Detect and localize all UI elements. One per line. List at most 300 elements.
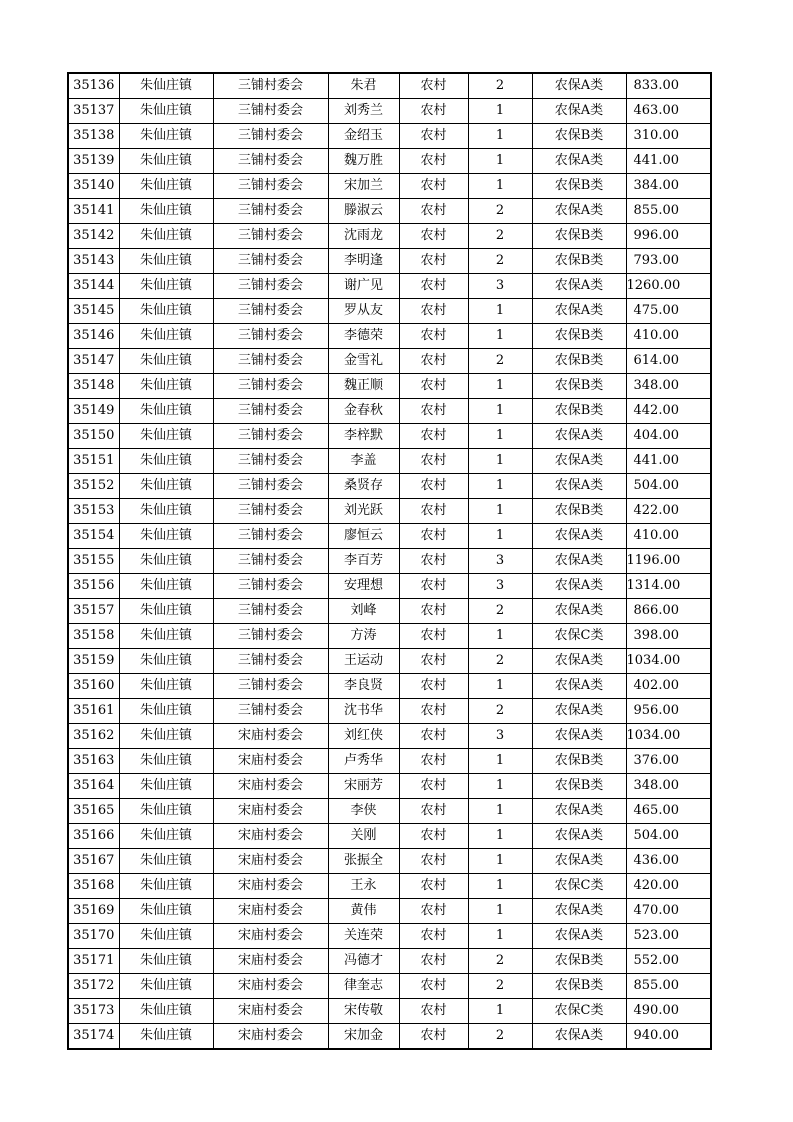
village-committee-cell: 三铺村委会: [213, 499, 328, 524]
table-body: [68, 73, 711, 1049]
name-cell: 安理想: [328, 574, 399, 599]
household-count-cell: 1: [468, 874, 532, 899]
insurance-category-cell: 农保B类: [532, 349, 626, 374]
insurance-category-cell: 农保A类: [532, 449, 626, 474]
name-cell: 魏正顺: [328, 374, 399, 399]
table-row: [68, 749, 711, 774]
insurance-category-cell: 农保A类: [532, 674, 626, 699]
village-committee-cell: 三铺村委会: [213, 624, 328, 649]
name-cell: 沈书华: [328, 699, 399, 724]
household-count-cell: 2: [468, 73, 532, 99]
data-table: [67, 72, 712, 1050]
name-cell: 罗从友: [328, 299, 399, 324]
household-count-cell: 2: [468, 974, 532, 999]
table-row: [68, 524, 711, 549]
name-cell: 黄伟: [328, 899, 399, 924]
area-type-cell: 农村: [399, 449, 468, 474]
table-row: [68, 349, 711, 374]
area-type-cell: 农村: [399, 549, 468, 574]
amount-cell: 614.00: [626, 349, 711, 374]
name-cell: 宋传敬: [328, 999, 399, 1024]
area-type-cell: 农村: [399, 474, 468, 499]
village-committee-cell: 三铺村委会: [213, 349, 328, 374]
area-type-cell: 农村: [399, 949, 468, 974]
amount-cell: 348.00: [626, 774, 711, 799]
area-type-cell: 农村: [399, 624, 468, 649]
household-count-cell: 1: [468, 849, 532, 874]
village-committee-cell: 三铺村委会: [213, 599, 328, 624]
insurance-category-cell: 农保A类: [532, 824, 626, 849]
town-cell: 朱仙庄镇: [119, 649, 213, 674]
name-cell: 宋加金: [328, 1024, 399, 1050]
name-cell: 王运动: [328, 649, 399, 674]
amount-cell: 1034.00: [626, 649, 711, 674]
town-cell: 朱仙庄镇: [119, 999, 213, 1024]
area-type-cell: 农村: [399, 73, 468, 99]
amount-cell: 956.00: [626, 699, 711, 724]
household-count-cell: 1: [468, 999, 532, 1024]
name-cell: 朱君: [328, 73, 399, 99]
name-cell: 廖恒云: [328, 524, 399, 549]
table-row: [68, 949, 711, 974]
household-count-cell: 3: [468, 549, 532, 574]
insurance-category-cell: 农保A类: [532, 99, 626, 124]
name-cell: 李盖: [328, 449, 399, 474]
table-row: [68, 624, 711, 649]
area-type-cell: 农村: [399, 799, 468, 824]
village-committee-cell: 三铺村委会: [213, 274, 328, 299]
table-row: [68, 99, 711, 124]
record-id-cell: 35136: [68, 73, 119, 99]
table-row: [68, 124, 711, 149]
village-committee-cell: 宋庙村委会: [213, 849, 328, 874]
household-count-cell: 1: [468, 424, 532, 449]
insurance-category-cell: 农保B类: [532, 374, 626, 399]
village-committee-cell: 宋庙村委会: [213, 924, 328, 949]
village-committee-cell: 三铺村委会: [213, 299, 328, 324]
record-id-cell: 35170: [68, 924, 119, 949]
village-committee-cell: 三铺村委会: [213, 174, 328, 199]
area-type-cell: 农村: [399, 424, 468, 449]
town-cell: 朱仙庄镇: [119, 674, 213, 699]
record-id-cell: 35152: [68, 474, 119, 499]
insurance-category-cell: 农保A类: [532, 799, 626, 824]
amount-cell: 504.00: [626, 474, 711, 499]
amount-cell: 348.00: [626, 374, 711, 399]
name-cell: 李明逢: [328, 249, 399, 274]
town-cell: 朱仙庄镇: [119, 149, 213, 174]
area-type-cell: 农村: [399, 374, 468, 399]
insurance-category-cell: 农保B类: [532, 174, 626, 199]
name-cell: 宋丽芳: [328, 774, 399, 799]
record-id-cell: 35165: [68, 799, 119, 824]
table-row: [68, 999, 711, 1024]
insurance-category-cell: 农保B类: [532, 324, 626, 349]
amount-cell: 404.00: [626, 424, 711, 449]
record-id-cell: 35139: [68, 149, 119, 174]
town-cell: 朱仙庄镇: [119, 599, 213, 624]
village-committee-cell: 三铺村委会: [213, 124, 328, 149]
village-committee-cell: 三铺村委会: [213, 73, 328, 99]
record-id-cell: 35143: [68, 249, 119, 274]
table-row: [68, 399, 711, 424]
amount-cell: 436.00: [626, 849, 711, 874]
amount-cell: 475.00: [626, 299, 711, 324]
insurance-category-cell: 农保A类: [532, 649, 626, 674]
amount-cell: 866.00: [626, 599, 711, 624]
name-cell: 律奎志: [328, 974, 399, 999]
amount-cell: 310.00: [626, 124, 711, 149]
amount-cell: 552.00: [626, 949, 711, 974]
town-cell: 朱仙庄镇: [119, 174, 213, 199]
record-id-cell: 35167: [68, 849, 119, 874]
amount-cell: 490.00: [626, 999, 711, 1024]
record-id-cell: 35144: [68, 274, 119, 299]
insurance-category-cell: 农保A类: [532, 199, 626, 224]
household-count-cell: 2: [468, 224, 532, 249]
table-row: [68, 724, 711, 749]
insurance-category-cell: 农保B类: [532, 774, 626, 799]
town-cell: 朱仙庄镇: [119, 549, 213, 574]
village-committee-cell: 三铺村委会: [213, 374, 328, 399]
village-committee-cell: 宋庙村委会: [213, 824, 328, 849]
record-id-cell: 35158: [68, 624, 119, 649]
table-row: [68, 774, 711, 799]
village-committee-cell: 宋庙村委会: [213, 999, 328, 1024]
household-count-cell: 1: [468, 449, 532, 474]
town-cell: 朱仙庄镇: [119, 724, 213, 749]
name-cell: 卢秀华: [328, 749, 399, 774]
insurance-category-cell: 农保B类: [532, 499, 626, 524]
household-count-cell: 3: [468, 724, 532, 749]
name-cell: 李百芳: [328, 549, 399, 574]
area-type-cell: 农村: [399, 349, 468, 374]
village-committee-cell: 宋庙村委会: [213, 724, 328, 749]
record-id-cell: 35163: [68, 749, 119, 774]
record-id-cell: 35154: [68, 524, 119, 549]
record-id-cell: 35142: [68, 224, 119, 249]
village-committee-cell: 三铺村委会: [213, 699, 328, 724]
area-type-cell: 农村: [399, 699, 468, 724]
amount-cell: 996.00: [626, 224, 711, 249]
table-row: [68, 199, 711, 224]
town-cell: 朱仙庄镇: [119, 499, 213, 524]
amount-cell: 1260.00: [626, 274, 711, 299]
table-row: [68, 73, 711, 99]
area-type-cell: 农村: [399, 299, 468, 324]
household-count-cell: 2: [468, 1024, 532, 1050]
record-id-cell: 35174: [68, 1024, 119, 1050]
village-committee-cell: 三铺村委会: [213, 449, 328, 474]
name-cell: 李梓默: [328, 424, 399, 449]
amount-cell: 1196.00: [626, 549, 711, 574]
insurance-category-cell: 农保A类: [532, 699, 626, 724]
table-row: [68, 824, 711, 849]
table-row: [68, 974, 711, 999]
record-id-cell: 35164: [68, 774, 119, 799]
area-type-cell: 农村: [399, 999, 468, 1024]
village-committee-cell: 三铺村委会: [213, 199, 328, 224]
amount-cell: 855.00: [626, 199, 711, 224]
town-cell: 朱仙庄镇: [119, 249, 213, 274]
name-cell: 李德荣: [328, 324, 399, 349]
town-cell: 朱仙庄镇: [119, 399, 213, 424]
household-count-cell: 1: [468, 899, 532, 924]
name-cell: 魏万胜: [328, 149, 399, 174]
amount-cell: 523.00: [626, 924, 711, 949]
area-type-cell: 农村: [399, 599, 468, 624]
insurance-category-cell: 农保A类: [532, 299, 626, 324]
record-id-cell: 35173: [68, 999, 119, 1024]
amount-cell: 420.00: [626, 874, 711, 899]
village-committee-cell: 宋庙村委会: [213, 899, 328, 924]
record-id-cell: 35161: [68, 699, 119, 724]
table-row: [68, 649, 711, 674]
record-id-cell: 35148: [68, 374, 119, 399]
record-id-cell: 35145: [68, 299, 119, 324]
town-cell: 朱仙庄镇: [119, 199, 213, 224]
insurance-category-cell: 农保A类: [532, 599, 626, 624]
town-cell: 朱仙庄镇: [119, 99, 213, 124]
table-row: [68, 849, 711, 874]
area-type-cell: 农村: [399, 574, 468, 599]
area-type-cell: 农村: [399, 174, 468, 199]
household-count-cell: 1: [468, 824, 532, 849]
area-type-cell: 农村: [399, 399, 468, 424]
amount-cell: 1034.00: [626, 724, 711, 749]
area-type-cell: 农村: [399, 674, 468, 699]
area-type-cell: 农村: [399, 524, 468, 549]
town-cell: 朱仙庄镇: [119, 774, 213, 799]
record-id-cell: 35159: [68, 649, 119, 674]
amount-cell: 793.00: [626, 249, 711, 274]
village-committee-cell: 宋庙村委会: [213, 799, 328, 824]
table-row: [68, 299, 711, 324]
name-cell: 金绍玉: [328, 124, 399, 149]
name-cell: 刘秀兰: [328, 99, 399, 124]
insurance-category-cell: 农保A类: [532, 574, 626, 599]
amount-cell: 1314.00: [626, 574, 711, 599]
record-id-cell: 35153: [68, 499, 119, 524]
town-cell: 朱仙庄镇: [119, 624, 213, 649]
village-committee-cell: 三铺村委会: [213, 149, 328, 174]
area-type-cell: 农村: [399, 199, 468, 224]
insurance-category-cell: 农保A类: [532, 73, 626, 99]
name-cell: 张振全: [328, 849, 399, 874]
table-row: [68, 449, 711, 474]
area-type-cell: 农村: [399, 924, 468, 949]
insurance-category-cell: 农保A类: [532, 274, 626, 299]
amount-cell: 398.00: [626, 624, 711, 649]
insurance-category-cell: 农保A类: [532, 724, 626, 749]
insurance-category-cell: 农保C类: [532, 999, 626, 1024]
area-type-cell: 农村: [399, 99, 468, 124]
name-cell: 刘光跃: [328, 499, 399, 524]
record-id-cell: 35137: [68, 99, 119, 124]
table-row: [68, 1024, 711, 1050]
name-cell: 李良贤: [328, 674, 399, 699]
village-committee-cell: 三铺村委会: [213, 99, 328, 124]
village-committee-cell: 三铺村委会: [213, 649, 328, 674]
town-cell: 朱仙庄镇: [119, 899, 213, 924]
table-row: [68, 474, 711, 499]
town-cell: 朱仙庄镇: [119, 349, 213, 374]
amount-cell: 855.00: [626, 974, 711, 999]
village-committee-cell: 宋庙村委会: [213, 749, 328, 774]
household-count-cell: 1: [468, 524, 532, 549]
table-row: [68, 674, 711, 699]
town-cell: 朱仙庄镇: [119, 299, 213, 324]
insurance-category-cell: 农保B类: [532, 974, 626, 999]
record-id-cell: 35146: [68, 324, 119, 349]
insurance-category-cell: 农保A类: [532, 1024, 626, 1050]
table-row: [68, 899, 711, 924]
insurance-category-cell: 农保A类: [532, 149, 626, 174]
name-cell: 关刚: [328, 824, 399, 849]
record-id-cell: 35147: [68, 349, 119, 374]
area-type-cell: 农村: [399, 274, 468, 299]
town-cell: 朱仙庄镇: [119, 449, 213, 474]
name-cell: 金春秋: [328, 399, 399, 424]
insurance-category-cell: 农保A类: [532, 424, 626, 449]
table-row: [68, 324, 711, 349]
village-committee-cell: 三铺村委会: [213, 524, 328, 549]
household-count-cell: 2: [468, 349, 532, 374]
area-type-cell: 农村: [399, 124, 468, 149]
table-row: [68, 274, 711, 299]
town-cell: 朱仙庄镇: [119, 224, 213, 249]
household-count-cell: 2: [468, 249, 532, 274]
village-committee-cell: 宋庙村委会: [213, 874, 328, 899]
name-cell: 刘峰: [328, 599, 399, 624]
amount-cell: 463.00: [626, 99, 711, 124]
table-row: [68, 174, 711, 199]
record-id-cell: 35160: [68, 674, 119, 699]
town-cell: 朱仙庄镇: [119, 924, 213, 949]
town-cell: 朱仙庄镇: [119, 949, 213, 974]
table-row: [68, 924, 711, 949]
amount-cell: 441.00: [626, 149, 711, 174]
household-count-cell: 1: [468, 399, 532, 424]
insurance-category-cell: 农保B类: [532, 249, 626, 274]
insurance-category-cell: 农保B类: [532, 949, 626, 974]
table-row: [68, 549, 711, 574]
household-count-cell: 3: [468, 274, 532, 299]
table-row: [68, 574, 711, 599]
area-type-cell: 农村: [399, 324, 468, 349]
table-row: [68, 149, 711, 174]
village-committee-cell: 宋庙村委会: [213, 949, 328, 974]
household-count-cell: 1: [468, 624, 532, 649]
name-cell: 宋加兰: [328, 174, 399, 199]
household-count-cell: 2: [468, 949, 532, 974]
area-type-cell: 农村: [399, 824, 468, 849]
household-count-cell: 2: [468, 699, 532, 724]
village-committee-cell: 三铺村委会: [213, 574, 328, 599]
record-id-cell: 35149: [68, 399, 119, 424]
area-type-cell: 农村: [399, 749, 468, 774]
record-id-cell: 35151: [68, 449, 119, 474]
name-cell: 金雪礼: [328, 349, 399, 374]
village-committee-cell: 三铺村委会: [213, 324, 328, 349]
town-cell: 朱仙庄镇: [119, 1024, 213, 1050]
table-row: [68, 799, 711, 824]
household-count-cell: 2: [468, 199, 532, 224]
table-row: [68, 874, 711, 899]
town-cell: 朱仙庄镇: [119, 124, 213, 149]
household-count-cell: 1: [468, 499, 532, 524]
town-cell: 朱仙庄镇: [119, 574, 213, 599]
record-id-cell: 35169: [68, 899, 119, 924]
record-id-cell: 35138: [68, 124, 119, 149]
insurance-category-cell: 农保A类: [532, 924, 626, 949]
amount-cell: 470.00: [626, 899, 711, 924]
household-count-cell: 1: [468, 324, 532, 349]
town-cell: 朱仙庄镇: [119, 824, 213, 849]
household-count-cell: 1: [468, 774, 532, 799]
table-row: [68, 599, 711, 624]
town-cell: 朱仙庄镇: [119, 474, 213, 499]
insurance-category-cell: 农保B类: [532, 224, 626, 249]
village-committee-cell: 宋庙村委会: [213, 974, 328, 999]
table-row: [68, 224, 711, 249]
area-type-cell: 农村: [399, 1024, 468, 1050]
amount-cell: 833.00: [626, 73, 711, 99]
name-cell: 方涛: [328, 624, 399, 649]
area-type-cell: 农村: [399, 974, 468, 999]
village-committee-cell: 宋庙村委会: [213, 774, 328, 799]
amount-cell: 376.00: [626, 749, 711, 774]
record-id-cell: 35155: [68, 549, 119, 574]
name-cell: 沈雨龙: [328, 224, 399, 249]
amount-cell: 940.00: [626, 1024, 711, 1050]
town-cell: 朱仙庄镇: [119, 374, 213, 399]
household-count-cell: 2: [468, 649, 532, 674]
village-committee-cell: 三铺村委会: [213, 399, 328, 424]
household-count-cell: 1: [468, 749, 532, 774]
village-committee-cell: 三铺村委会: [213, 249, 328, 274]
amount-cell: 465.00: [626, 799, 711, 824]
household-count-cell: 1: [468, 674, 532, 699]
table-row: [68, 699, 711, 724]
insurance-category-cell: 农保A类: [532, 899, 626, 924]
household-count-cell: 1: [468, 374, 532, 399]
area-type-cell: 农村: [399, 499, 468, 524]
amount-cell: 442.00: [626, 399, 711, 424]
amount-cell: 441.00: [626, 449, 711, 474]
amount-cell: 422.00: [626, 499, 711, 524]
household-count-cell: 3: [468, 574, 532, 599]
record-id-cell: 35140: [68, 174, 119, 199]
area-type-cell: 农村: [399, 224, 468, 249]
town-cell: 朱仙庄镇: [119, 424, 213, 449]
insurance-category-cell: 农保A类: [532, 524, 626, 549]
name-cell: 关连荣: [328, 924, 399, 949]
town-cell: 朱仙庄镇: [119, 749, 213, 774]
area-type-cell: 农村: [399, 849, 468, 874]
town-cell: 朱仙庄镇: [119, 524, 213, 549]
area-type-cell: 农村: [399, 774, 468, 799]
insurance-category-cell: 农保A类: [532, 474, 626, 499]
village-committee-cell: 三铺村委会: [213, 674, 328, 699]
name-cell: 冯德才: [328, 949, 399, 974]
name-cell: 王永: [328, 874, 399, 899]
household-count-cell: 1: [468, 799, 532, 824]
record-id-cell: 35141: [68, 199, 119, 224]
area-type-cell: 农村: [399, 899, 468, 924]
insurance-category-cell: 农保B类: [532, 399, 626, 424]
insurance-category-cell: 农保B类: [532, 749, 626, 774]
